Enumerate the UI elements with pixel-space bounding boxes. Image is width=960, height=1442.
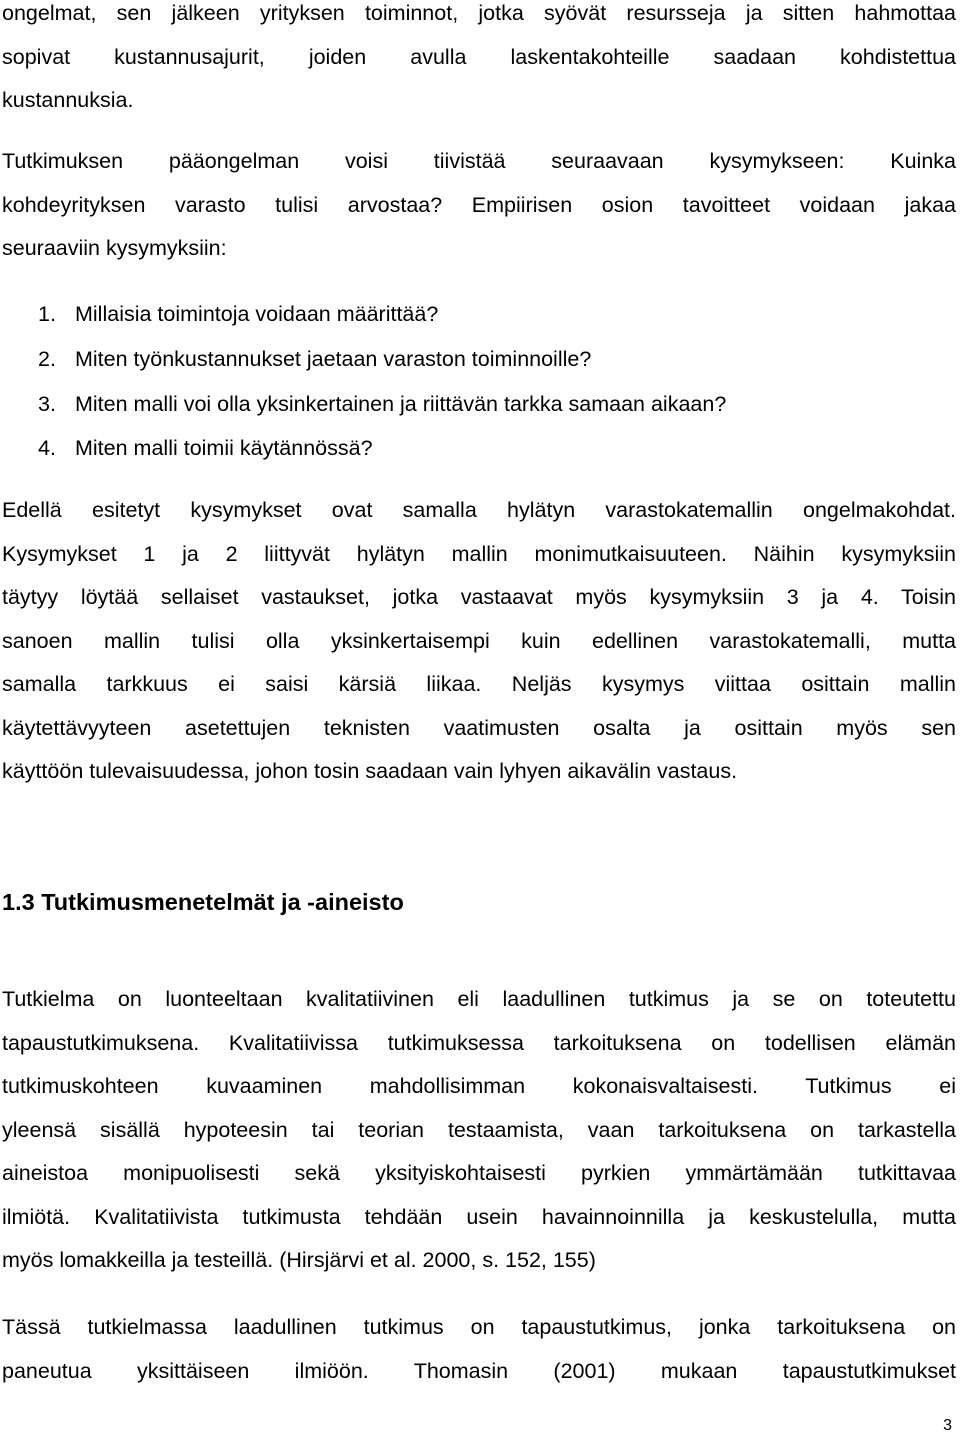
paragraph-case-study — [2, 1306, 956, 1393]
text-line: täytyy löytää sellaiset vastaukset, jotka vastaavat myös kysymyksiin 3 ja 4. Toisin — [2, 585, 956, 609]
section-heading: 1.3 Tutkimusmenetelmät ja -aineisto — [2, 889, 404, 915]
text-line: samalla tarkkuus ei saisi kärsiä liikaa. Neljäs kysymys viittaa osittain mallin — [2, 672, 956, 696]
list-item — [38, 426, 938, 471]
text-line: ongelmat, sen jälkeen yrityksen toiminnot, jotka syövät resursseja ja sitten hahmottaa — [2, 1, 956, 25]
list-number: 3. — [38, 391, 56, 416]
list-text: Miten malli toimii käytännössä? — [75, 436, 373, 461]
text-line: tapaustutkimuksena. Kvalitatiivissa tutkimuksessa tarkoituksena on todellisen elämän — [2, 1030, 956, 1055]
list-number: 1. — [38, 302, 56, 326]
text-line: Tutkielma on luonteeltaan kvalitatiivinen eli laadullinen tutkimus ja se on toteutettu — [2, 987, 956, 1011]
list-number: 2. — [38, 346, 56, 371]
list-text: Miten työnkustannukset jaetaan varaston toiminnoille? — [75, 346, 592, 371]
text-line: kohdeyrityksen varasto tulisi arvostaa? Empiirisen osion tavoitteet voidaan jakaa — [2, 192, 956, 217]
text-line: paneutua yksittäiseen ilmiöön. Thomasin (2001) mukaan tapaustutkimukset — [2, 1358, 956, 1383]
paragraph-method — [2, 978, 956, 1283]
text-line: sopivat kustannusajurit, joiden avulla laskentakohteille saadaan kohdistettua — [2, 44, 956, 69]
text-line: Tässä tutkielmassa laadullinen tutkimus on tapaustutkimus, jonka tarkoituksena on — [2, 1315, 956, 1339]
research-questions-list — [38, 292, 938, 471]
text-line: Kysymykset 1 ja 2 liittyvät hylätyn mallin monimutkaisuuteen. Näihin kysymyksiin — [2, 541, 956, 566]
text-line: käytettävyyteen asetettujen teknisten vaatimusten osalta ja osittain myös sen — [2, 715, 956, 740]
paragraph-intro — [2, 0, 956, 123]
list-number: 4. — [38, 436, 56, 461]
list-text: Miten malli voi olla yksinkertainen ja riittävän tarkka samaan aikaan? — [75, 391, 727, 416]
paragraph-analysis — [2, 489, 956, 794]
text-line: käyttöön tulevaisuudessa, johon tosin saadaan vain lyhyen aikavälin vastaus. — [2, 759, 738, 783]
text-line: tutkimuskohteen kuvaaminen mahdollisimman kokonaisvaltaisesti. Tutkimus ei — [2, 1074, 956, 1098]
list-item — [38, 382, 938, 427]
list-text: Millaisia toimintoja voidaan määrittää? — [75, 302, 439, 326]
list-item — [38, 337, 938, 382]
text-line: Edellä esitetyt kysymykset ovat samalla hylätyn varastokatemallin ongelmakohdat. — [2, 498, 956, 522]
text-line: seuraaviin kysymyksiin: — [2, 236, 227, 260]
text-line: Tutkimuksen pääongelman voisi tiivistää seuraavaan kysymykseen: Kuinka — [2, 149, 956, 173]
text-line: kustannuksia. — [2, 88, 134, 112]
page-number: 3 — [943, 1417, 952, 1434]
text-line: myös lomakkeilla ja testeillä. (Hirsjärvi et al. 2000, s. 152, 155) — [2, 1248, 596, 1272]
text-line: yleensä sisällä hypoteesin tai teorian testaamista, vaan tarkoituksena on tarkastella — [2, 1117, 956, 1142]
text-line: aineistoa monipuolisesti sekä yksityiskohtaisesti pyrkien ymmärtämään tutkittavaa — [2, 1161, 956, 1185]
text-line: ilmiötä. Kvalitatiivista tutkimusta tehdään usein havainnoinnilla ja keskustelulla, mutta — [2, 1204, 956, 1229]
text-line: sanoen mallin tulisi olla yksinkertaisempi kuin edellinen varastokatemalli, mutta — [2, 628, 956, 653]
list-item — [38, 292, 938, 337]
paragraph-research-problem — [2, 140, 956, 271]
